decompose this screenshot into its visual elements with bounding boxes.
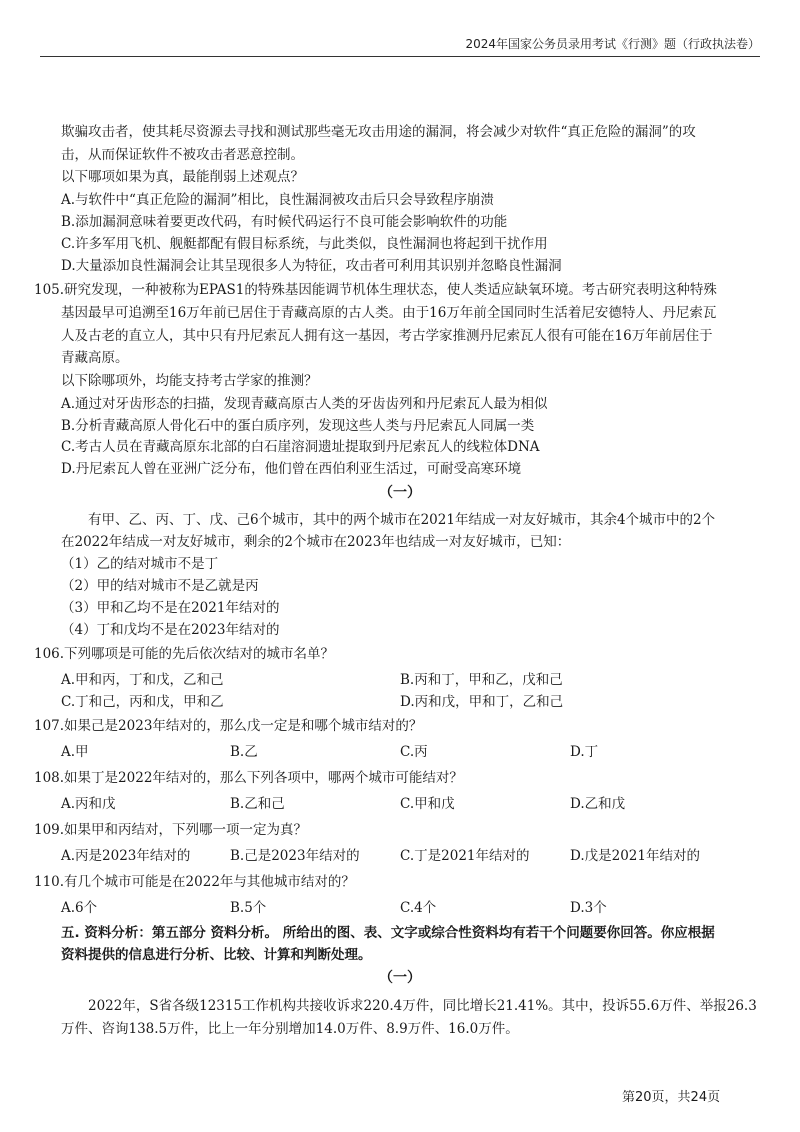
q110-stem: 110.有几个城市可能是在2022年与其他城市结对的？ xyxy=(34,874,355,890)
q105-question: 以下除哪项外，均能支持考古学家的推测？ xyxy=(61,373,318,389)
condition-2: （2）甲的结对城市不是乙就是丙 xyxy=(61,578,259,594)
q110-option-a[interactable]: A.6个 xyxy=(61,900,98,916)
q109-stem: 109.如果甲和丙结对，下列哪一项一定为真？ xyxy=(34,822,308,838)
q107-option-c[interactable]: C.丙 xyxy=(400,744,428,760)
q105-stem-line3: 人及古老的直立人，其中只有丹尼索瓦人拥有这一基因，考古学家推测丹尼索瓦人很有可能在16万年前居住于 xyxy=(61,328,713,344)
condition-3: （3）甲和乙均不是在2021年结对的 xyxy=(61,600,280,616)
q108-stem: 108.如果丁是2022年结对的，那么下列各项中，哪两个城市可能结对？ xyxy=(34,770,463,786)
q104-option-c[interactable]: C.许多军用飞机、舰艇都配有假目标系统，与此类似，良性漏洞也将起到干扰作用 xyxy=(61,236,548,252)
q104-option-d[interactable]: D.大量添加良性漏洞会让其呈现很多人为特征，攻击者可利用其识别并忽略良性漏洞 xyxy=(61,258,562,274)
q107-option-d[interactable]: D.丁 xyxy=(570,744,599,760)
q104-stem-line1: 欺骗攻击者，使其耗尽资源去寻找和测试那些毫无攻击用途的漏洞，将会减少对软件“真正危险的漏洞”的攻 xyxy=(61,124,696,140)
section-heading-data: （一） xyxy=(379,970,421,986)
q110-option-c[interactable]: C.4个 xyxy=(400,900,437,916)
condition-1: （1）乙的结对城市不是丁 xyxy=(61,556,219,572)
q105-option-d[interactable]: D.丹尼索瓦人曾在亚洲广泛分布，他们曾在西伯利亚生活过，可耐受高寒环境 xyxy=(61,461,522,477)
q110-option-b[interactable]: B.5个 xyxy=(230,900,267,916)
q106-option-a[interactable]: A.甲和丙，丁和戊，乙和己 xyxy=(61,672,224,688)
part5-instructions-line1: 五. 资料分析：第五部分 资料分析。 所给出的图、表、文字或综合性资料均有若干个问题要你回答。你应根据 xyxy=(61,925,715,941)
page-header: 2024年国家公务员录用考试《行测》题（行政执法卷） xyxy=(40,35,760,57)
q107-option-a[interactable]: A.甲 xyxy=(61,744,89,760)
page-number: 第20页，共24页 xyxy=(622,1090,721,1105)
q104-question: 以下哪项如果为真，最能削弱上述观点？ xyxy=(61,169,304,185)
condition-4: （4）丁和戊均不是在2023年结对的 xyxy=(61,622,280,638)
q106-stem: 106.下列哪项是可能的先后依次结对的城市名单？ xyxy=(34,646,335,662)
q105-option-a[interactable]: A.通过对牙齿形态的扫描，发现青藏高原古人类的牙齿齿列和丹尼索瓦人最为相似 xyxy=(61,396,548,412)
section-heading-logic: （一） xyxy=(379,485,421,501)
q109-option-b[interactable]: B.己是2023年结对的 xyxy=(230,848,360,864)
q109-option-d[interactable]: D.戊是2021年结对的 xyxy=(570,848,700,864)
q108-option-d[interactable]: D.乙和戊 xyxy=(570,796,626,812)
q104-stem-line2: 击，从而保证软件不被攻击者恶意控制。 xyxy=(61,147,304,163)
q104-option-b[interactable]: B.添加漏洞意味着要更改代码，有时候代码运行不良可能会影响软件的功能 xyxy=(61,214,508,230)
q109-option-c[interactable]: C.丁是2021年结对的 xyxy=(400,848,530,864)
q105-option-b[interactable]: B.分析青藏高原人骨化石中的蛋白质序列，发现这些人类与丹尼索瓦人同属一类 xyxy=(61,418,535,434)
part5-instructions-line2: 资料提供的信息进行分析、比较、计算和判断处理。 xyxy=(61,947,372,963)
q107-stem: 107.如果己是2023年结对的，那么戊一定是和哪个城市结对的？ xyxy=(34,718,423,734)
q105-stem-line1: 105.研究发现，一种被称为EPAS1的特殊基因能调节机体生理状态，使人类适应缺氧环境。考古研究表明这种特殊 xyxy=(34,282,717,298)
q107-option-b[interactable]: B.乙 xyxy=(230,744,258,760)
logic-passage-line1: 有甲、乙、丙、丁、戊、己6个城市，其中的两个城市在2021年结成一对友好城市，其余4个城市中的2个 xyxy=(88,512,716,528)
q105-stem-line4: 青藏高原。 xyxy=(61,350,129,366)
q105-option-c[interactable]: C.考古人员在青藏高原东北部的白石崖溶洞遗址提取到丹尼索瓦人的线粒体DNA xyxy=(61,439,540,455)
data-passage-line1: 2022年，S省各级12315工作机构共接收诉求220.4万件，同比增长21.41%。其中，投诉55.6万件、举报26.3 xyxy=(88,998,757,1014)
q108-option-c[interactable]: C.甲和戊 xyxy=(400,796,455,812)
data-passage-line2: 万件、咨询138.5万件，比上一年分别增加14.0万件、8.9万件、16.0万件。 xyxy=(61,1021,519,1037)
q106-option-d[interactable]: D.丙和戊，甲和丁，乙和己 xyxy=(400,694,564,710)
q108-option-a[interactable]: A.丙和戊 xyxy=(61,796,116,812)
q105-stem-line2: 基因最早可追溯至16万年前已居住于青藏高原的古人类。由于16万年前全国同时生活着尼安德特人、丹尼索瓦 xyxy=(61,305,717,321)
q110-option-d[interactable]: D.3个 xyxy=(570,900,607,916)
q104-option-a[interactable]: A.与软件中“真正危险的漏洞”相比，良性漏洞被攻击后只会导致程序崩溃 xyxy=(61,192,494,208)
q109-option-a[interactable]: A.丙是2023年结对的 xyxy=(61,848,191,864)
logic-passage-line2: 在2022年结成一对友好城市，剩余的2个城市在2023年也结成一对友好城市，已知： xyxy=(61,534,571,550)
q106-option-b[interactable]: B.丙和丁，甲和乙，戊和己 xyxy=(400,672,563,688)
q106-option-c[interactable]: C.丁和己，丙和戊，甲和乙 xyxy=(61,694,224,710)
q108-option-b[interactable]: B.乙和己 xyxy=(230,796,285,812)
